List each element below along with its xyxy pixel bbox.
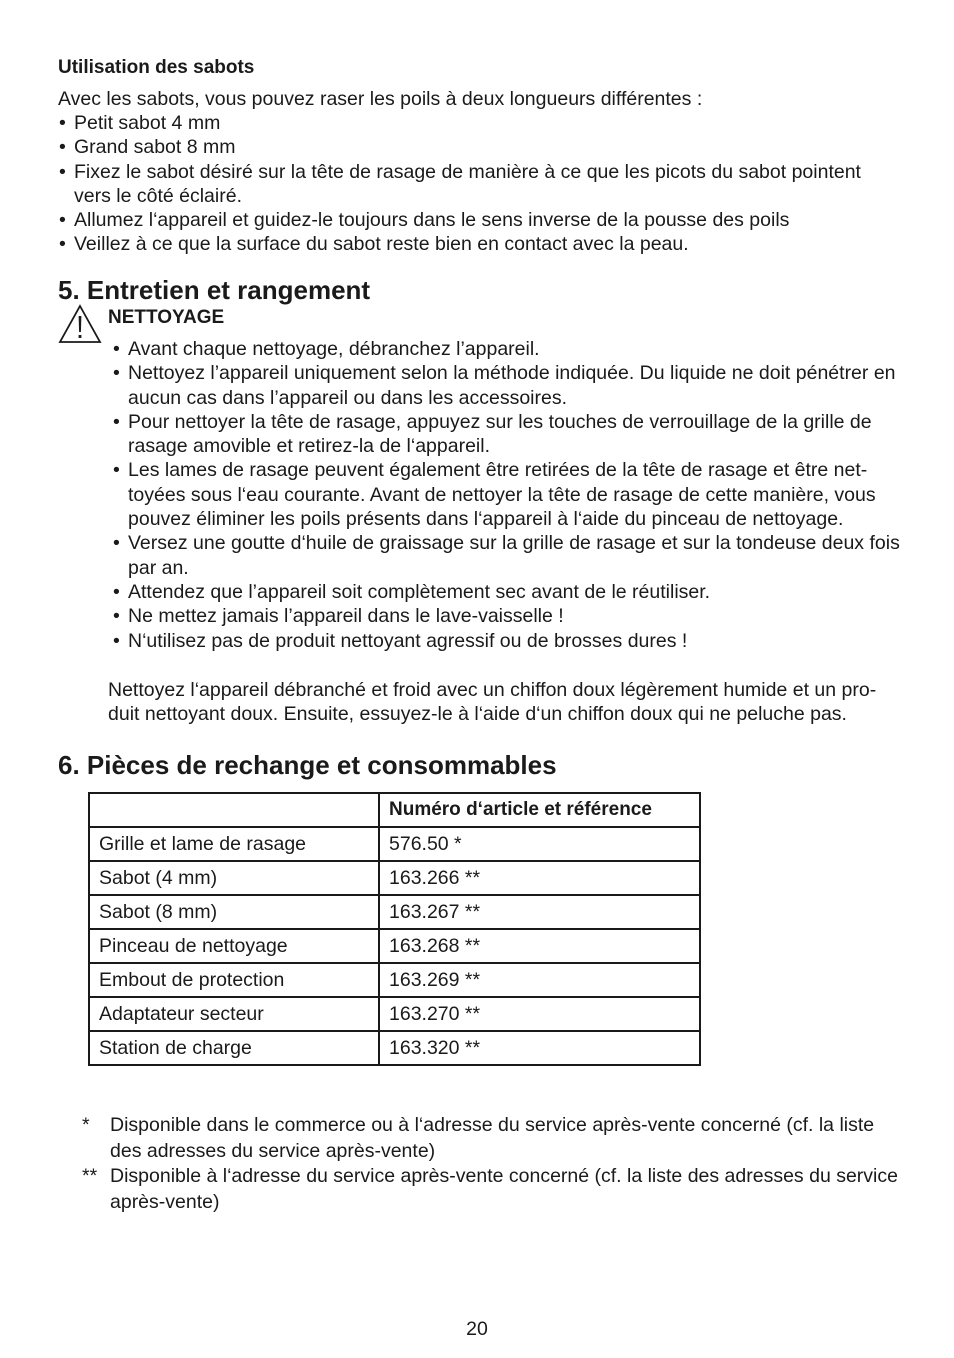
list-item: • Fixez le sabot désiré sur la tête de rasage de manière à ce que les picots du sabot pointent vers le côté éclairé. <box>58 160 903 209</box>
list-item: • Petit sabot 4 mm <box>58 111 903 135</box>
list-item: • Grand sabot 8 mm <box>58 135 903 159</box>
usage-heading: Utilisation des sabots <box>58 57 255 78</box>
list-item: • Nettoyez l’appareil uniquement selon la méthode indiquée. Du liquide ne doit pénétrer en aucun cas dans l’appareil ou dans les accessoires. <box>112 361 902 410</box>
table-cell: 163.268 ** <box>379 929 700 963</box>
table-header-row <box>89 793 700 827</box>
warning-triangle-icon <box>58 304 102 344</box>
section-5-title: 5. Entretien et rangement <box>58 275 371 305</box>
table-header-cell: Numéro d‘article et référence <box>379 793 700 827</box>
table-cell: Sabot (8 mm) <box>89 895 379 929</box>
usage-intro: Avec les sabots, vous pouvez raser les poils à deux longueurs différentes : <box>58 88 703 110</box>
usage-list <box>58 111 903 257</box>
table-cell: 163.267 ** <box>379 895 700 929</box>
table-row <box>89 963 700 997</box>
table-cell: 576.50 * <box>379 827 700 861</box>
cleaning-paragraph: Nettoyez l‘appareil débranché et froid avec un chiffon doux légèrement humide et un pro-duit nettoyant doux. Ensuite, essuyez-le à l‘aide d‘un chiffon doux qui ne peluche pas. <box>108 679 877 726</box>
table-header-cell <box>89 793 379 827</box>
table-row <box>89 1031 700 1065</box>
list-item: • Pour nettoyer la tête de rasage, appuyez sur les touches de verrouillage de la grille de rasage amovible et retirez-la de l‘appareil. <box>112 410 902 459</box>
list-item: • Versez une goutte d‘huile de graissage sur la grille de rasage et sur la tondeuse deux fois par an. <box>112 531 902 580</box>
footnote-text: Disponible à l‘adresse du service après-vente concerné (cf. la liste des adresses du service après-vente) <box>110 1165 898 1213</box>
table-cell: Embout de protection <box>89 963 379 997</box>
table-cell: 163.269 ** <box>379 963 700 997</box>
parts-table <box>88 792 701 1066</box>
footnote-text: Disponible dans le commerce ou à l‘adresse du service après-vente concerné (cf. la liste des adresses du service après-vente) <box>110 1114 875 1162</box>
table-cell: 163.270 ** <box>379 997 700 1031</box>
table-row <box>89 997 700 1031</box>
table-cell: Station de charge <box>89 1031 379 1065</box>
footnotes <box>82 1113 902 1215</box>
table-cell: 163.320 ** <box>379 1031 700 1065</box>
table-row <box>89 895 700 929</box>
footnote <box>82 1113 902 1164</box>
table-cell: Grille et lame de rasage <box>89 827 379 861</box>
cleaning-subtitle: NETTOYAGE <box>108 307 225 328</box>
list-item: • Ne mettez jamais l’appareil dans le lave-vaisselle ! <box>112 604 902 628</box>
list-item: • Avant chaque nettoyage, débranchez l’appareil. <box>112 337 902 361</box>
table-cell: Sabot (4 mm) <box>89 861 379 895</box>
list-item: • Allumez l‘appareil et guidez-le toujours dans le sens inverse de la pousse des poils <box>58 208 903 232</box>
section-6-title: 6. Pièces de rechange et consommables <box>58 750 557 780</box>
table-cell: Pinceau de nettoyage <box>89 929 379 963</box>
table-cell: Adaptateur secteur <box>89 997 379 1031</box>
table-row <box>89 861 700 895</box>
footnote-mark: ** <box>82 1165 98 1187</box>
list-item: • Attendez que l’appareil soit complètement sec avant de le réutiliser. <box>112 580 902 604</box>
list-item: • N‘utilisez pas de produit nettoyant agressif ou de brosses dures ! <box>112 629 902 653</box>
cleaning-list <box>112 337 902 653</box>
footnote-mark: * <box>82 1114 90 1136</box>
table-row <box>89 827 700 861</box>
page-number: 20 <box>466 1318 488 1340</box>
list-item: • Les lames de rasage peuvent également être retirées de la tête de rasage et être net-toyées sous l‘eau courante. Avant de nettoyer la tête de rasage de cette manière, vous pouvez éliminer les poils présents dans l‘appareil à l‘aide du pinceau de nettoyage. <box>112 458 902 531</box>
footnote <box>82 1164 902 1215</box>
list-item: • Veillez à ce que la surface du sabot reste bien en contact avec la peau. <box>58 232 903 256</box>
table-cell: 163.266 ** <box>379 861 700 895</box>
table-row <box>89 929 700 963</box>
